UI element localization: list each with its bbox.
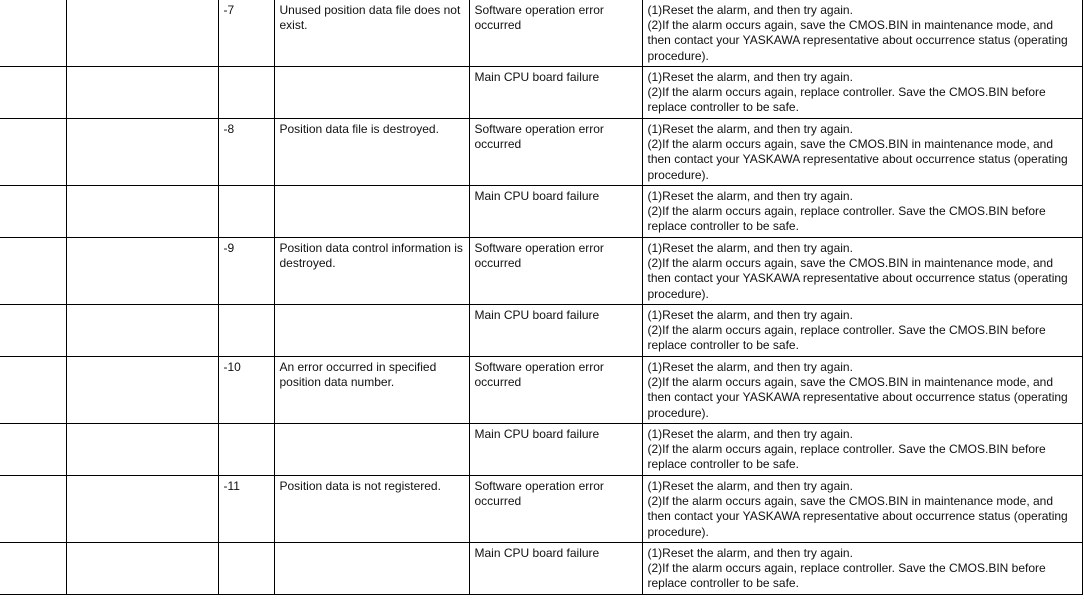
empty-cell [0,238,66,305]
sub-code-cell: -8 [218,119,274,186]
cause-cell: Software operation error occurred [469,119,642,186]
remedy-cell: (1)Reset the alarm, and then try again. (2)If the alarm occurs again, save the CMOS.BIN in maintenance mode, and then contact your YASKAWA representative about occurrence status (operating procedure). [642,119,1082,186]
empty-cell [66,543,218,595]
cause-cell: Software operation error occurred [469,357,642,424]
cause-cell: Main CPU board failure [469,424,642,476]
sub-code-cell: -11 [218,476,274,543]
remedy-cell: (1)Reset the alarm, and then try again. (2)If the alarm occurs again, save the CMOS.BIN in maintenance mode, and then contact your YASKAWA representative about occurrence status (operating procedure). [642,0,1082,67]
sub-code-cell [218,424,274,476]
empty-cell [66,357,218,424]
empty-cell [66,186,218,238]
empty-cell [66,238,218,305]
remedy-cell: (1)Reset the alarm, and then try again. (2)If the alarm occurs again, save the CMOS.BIN in maintenance mode, and then contact your YASKAWA representative about occurrence status (operating procedure). [642,238,1082,305]
table-row [0,186,1082,238]
empty-cell [0,0,66,67]
table-row [0,476,1082,543]
empty-cell [66,424,218,476]
table-row [0,424,1082,476]
sub-code-cell [218,305,274,357]
description-cell: An error occurred in specified position data number. [274,357,469,424]
empty-cell [0,119,66,186]
remedy-cell: (1)Reset the alarm, and then try again. (2)If the alarm occurs again, replace controller. Save the CMOS.BIN before replace controller to be safe. [642,186,1082,238]
cause-cell: Software operation error occurred [469,0,642,67]
sub-code-cell [218,67,274,119]
description-cell [274,543,469,595]
empty-cell [66,305,218,357]
remedy-cell: (1)Reset the alarm, and then try again. (2)If the alarm occurs again, save the CMOS.BIN in maintenance mode, and then contact your YASKAWA representative about occurrence status (operating procedure). [642,357,1082,424]
sub-code-cell [218,186,274,238]
cause-cell: Main CPU board failure [469,186,642,238]
description-cell: Position data is not registered. [274,476,469,543]
empty-cell [66,119,218,186]
description-cell: Position data control information is destroyed. [274,238,469,305]
empty-cell [66,67,218,119]
table-row [0,238,1082,305]
remedy-cell: (1)Reset the alarm, and then try again. (2)If the alarm occurs again, replace controller. Save the CMOS.BIN before replace controller to be safe. [642,67,1082,119]
description-cell [274,424,469,476]
remedy-cell: (1)Reset the alarm, and then try again. (2)If the alarm occurs again, replace controller. Save the CMOS.BIN before replace controller to be safe. [642,543,1082,595]
table-row [0,305,1082,357]
description-cell [274,186,469,238]
empty-cell [0,476,66,543]
empty-cell [0,543,66,595]
table-row [0,119,1082,186]
sub-code-cell: -9 [218,238,274,305]
remedy-cell: (1)Reset the alarm, and then try again. (2)If the alarm occurs again, replace controller. Save the CMOS.BIN before replace controller to be safe. [642,424,1082,476]
remedy-cell: (1)Reset the alarm, and then try again. (2)If the alarm occurs again, save the CMOS.BIN in maintenance mode, and then contact your YASKAWA representative about occurrence status (operating procedure). [642,476,1082,543]
description-cell: Unused position data file does not exist. [274,0,469,67]
cause-cell: Main CPU board failure [469,67,642,119]
empty-cell [0,305,66,357]
cause-cell: Software operation error occurred [469,238,642,305]
table-row [0,543,1082,595]
empty-cell [0,67,66,119]
cause-cell: Software operation error occurred [469,476,642,543]
table-row [0,357,1082,424]
sub-code-cell [218,543,274,595]
cause-cell: Main CPU board failure [469,305,642,357]
cause-cell: Main CPU board failure [469,543,642,595]
table-row [0,67,1082,119]
description-cell [274,305,469,357]
empty-cell [66,476,218,543]
empty-cell [66,0,218,67]
empty-cell [0,424,66,476]
remedy-cell: (1)Reset the alarm, and then try again. (2)If the alarm occurs again, replace controller. Save the CMOS.BIN before replace controller to be safe. [642,305,1082,357]
empty-cell [0,357,66,424]
sub-code-cell: -10 [218,357,274,424]
description-cell: Position data file is destroyed. [274,119,469,186]
table-row [0,0,1082,67]
description-cell [274,67,469,119]
sub-code-cell: -7 [218,0,274,67]
empty-cell [0,186,66,238]
